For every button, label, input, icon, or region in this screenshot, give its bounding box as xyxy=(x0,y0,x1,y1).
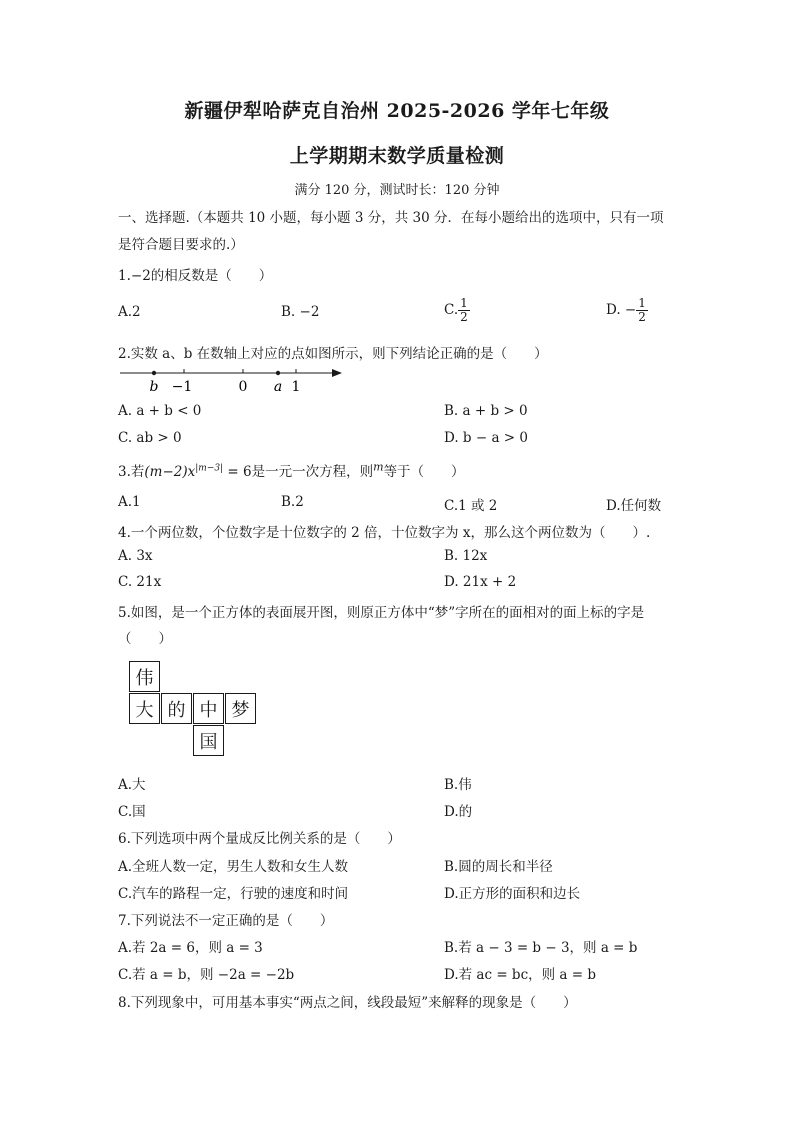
label-a: a xyxy=(273,379,283,394)
question-5-stem-line2: （ ） xyxy=(118,631,172,647)
q1-text: 的相反数是（ ） xyxy=(150,268,273,284)
question-6-stem: 6.下列选项中两个量成反比例关系的是（ ） xyxy=(118,831,401,847)
q4-option-a: A. 3x xyxy=(118,548,153,564)
q6-option-c: C.汽车的路程一定，行驶的速度和时间 xyxy=(118,886,349,902)
q3-text-c: 等于（ ） xyxy=(383,464,465,480)
label-minus-one: −1 xyxy=(171,379,193,394)
q4-option-d: D. 21x + 2 xyxy=(444,574,517,590)
q3-text-a: 3.若 xyxy=(118,464,145,480)
number-line-figure xyxy=(118,364,348,394)
q2-option-c: C. ab > 0 xyxy=(118,430,182,446)
q3-option-c: C.1 或 2 xyxy=(444,498,498,514)
q1-number: 1. xyxy=(118,268,131,284)
q3-option-d: D.任何数 xyxy=(606,498,662,514)
q5-option-a: A.大 xyxy=(118,777,146,793)
q6-option-d: D.正方形的面积和边长 xyxy=(444,886,581,902)
exam-info: 满分 120 分，测试时长：120 分钟 xyxy=(294,183,500,198)
fraction-numerator: 1 xyxy=(638,296,646,310)
q4-option-b: B. 12x xyxy=(444,548,488,564)
question-1-stem xyxy=(118,264,272,284)
label-zero: 0 xyxy=(238,379,248,394)
question-8-stem: 8.下列现象中，可用基本事实“两点之间，线段最短”来解释的现象是（ ） xyxy=(118,995,577,1011)
q7-option-c: C.若 a = b，则 −2a = −2b xyxy=(118,967,295,983)
question-7-stem: 7.下列说法不一定正确的是（ ） xyxy=(118,913,334,929)
net-cell-guo: 国 xyxy=(193,725,224,756)
q5-option-d: D.的 xyxy=(444,804,473,820)
q4-option-c: C. 21x xyxy=(118,574,162,590)
section-heading-line2: 是符合题目要求的.） xyxy=(118,237,244,253)
q2-option-a: A. a + b < 0 xyxy=(118,403,202,419)
fraction-denominator: 2 xyxy=(638,310,646,324)
q1-expression: −2 xyxy=(130,268,151,284)
q2-option-b: B. a + b > 0 xyxy=(444,403,528,419)
q7-option-d: D.若 ac = bc，则 a = b xyxy=(444,967,597,983)
q1-option-c-fraction xyxy=(458,297,470,324)
net-cell-da: 大 xyxy=(129,693,160,724)
q1-option-b: B. −2 xyxy=(281,304,320,320)
point-a-dot xyxy=(276,371,280,375)
q6-option-a: A.全班人数一定，男生人数和女生人数 xyxy=(118,859,349,875)
net-cell-meng: 梦 xyxy=(225,693,256,724)
q3-expression: (m−2) xyxy=(144,464,188,480)
question-4-stem: 4.一个两位数，个位数字是十位数字的 2 倍，十位数字为 x，那么这个两位数为（ ）. xyxy=(118,525,651,541)
fraction-numerator: 1 xyxy=(460,296,468,310)
exam-title-line2: 上学期期末数学质量检测 xyxy=(289,145,505,167)
q3-exponent: |m−3| xyxy=(195,463,224,474)
label-b: b xyxy=(149,379,159,394)
q3-option-a: A.1 xyxy=(118,494,141,510)
section-heading-line1: 一、选择题.（本题共 10 小题，每小题 3 分，共 30 分．在每小题给出的选项中，只有一项 xyxy=(118,210,664,226)
q3-option-b: B.2 xyxy=(281,494,304,510)
q3-text-b: 是一元一次方程，则 xyxy=(251,464,374,480)
q1-option-d-label: D. − xyxy=(606,302,637,318)
q7-option-a: A.若 2a = 6，则 a = 3 xyxy=(118,940,263,956)
q1-option-d xyxy=(606,297,648,324)
fraction-denominator: 2 xyxy=(460,310,468,324)
q3-variable: m xyxy=(373,460,384,474)
q6-option-b: B.圆的周长和半径 xyxy=(444,859,553,875)
net-cell-wei: 伟 xyxy=(129,661,160,692)
q7-option-b: B.若 a − 3 = b − 3，则 a = b xyxy=(444,940,638,956)
question-3-stem xyxy=(118,460,465,480)
q2-option-d: D. b − a > 0 xyxy=(444,430,528,446)
question-5-stem-line1: 5.如图，是一个正方体的表面展开图，则原正方体中“梦”字所在的面相对的面上标的字是 xyxy=(118,605,645,621)
q5-option-c: C.国 xyxy=(118,804,146,820)
q1-option-d-fraction xyxy=(636,297,648,324)
exam-title-line1: 新疆伊犁哈萨克自治州 2025-2026 学年七年级 xyxy=(184,100,610,122)
label-one: 1 xyxy=(291,379,301,394)
point-b-dot xyxy=(152,371,156,375)
q1-option-a: A.2 xyxy=(118,304,141,320)
q3-equals: = 6 xyxy=(223,464,252,480)
net-cell-de: 的 xyxy=(161,693,192,724)
net-cell-zhong: 中 xyxy=(193,693,224,724)
question-2-stem: 2.实数 a、b 在数轴上对应的点如图所示，则下列结论正确的是（ ） xyxy=(118,346,548,362)
number-line-arrow xyxy=(332,369,342,377)
q1-option-c xyxy=(444,297,470,324)
q5-option-b: B.伟 xyxy=(444,777,472,793)
q3-base: x xyxy=(187,464,196,480)
q1-option-c-label: C. xyxy=(444,302,459,318)
